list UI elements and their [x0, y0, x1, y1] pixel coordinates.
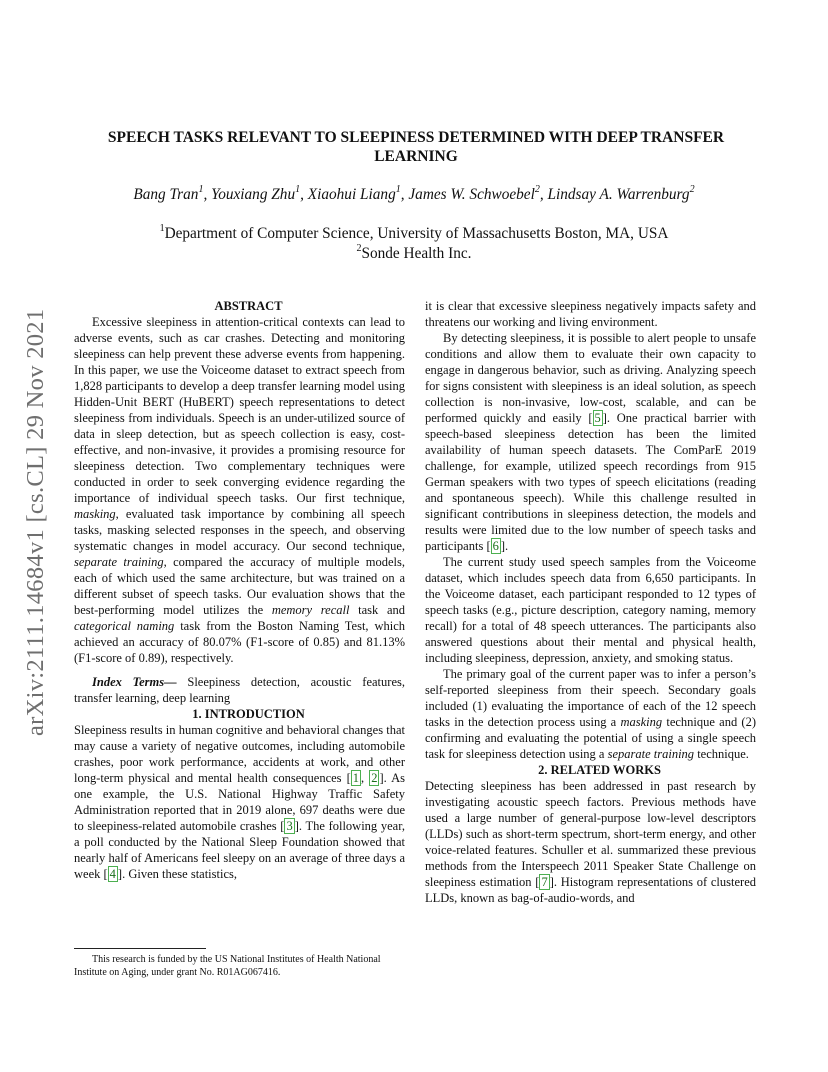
introduction-paragraph: Sleepiness results in human cognitive and behavioral changes that may cause a variety of negative outcomes, including automobile crashes, poor work performance, accidents at work, and other long-term physical and mental health consequences [ 1 , 2 ]. As one example, the U.S. National Highway Traffic Safety Administration reported that in 2019 alone, 697 deaths were due to sleepiness-related automobile crashes [ 3 ]. The following year, a poll conducted by the National Sleep Foundation showed that nearly half of Americans feel sleepy on an average of three days a week [ 4 ]. Given these statistics,: [74, 723, 406, 881]
affiliation-text: Sonde Health Inc.: [361, 245, 472, 262]
right-column: [425, 298, 756, 906]
author-name: Youxiang Zhu: [211, 186, 296, 203]
footnote-divider: [74, 948, 206, 949]
abstract-text: , evaluated task importance by combining all speech tasks, masking selected responses in the speech, and observing systematic changes in model accuracy. Our second technique,: [74, 507, 405, 553]
related-works-heading: 2. RELATED WORKS: [538, 763, 661, 777]
author-name: Lindsay A. Warrenburg: [547, 186, 690, 203]
author-affiliation-mark: 2: [534, 183, 540, 195]
abstract-paragraph: [74, 314, 405, 666]
citation-link[interactable]: 5: [594, 411, 601, 425]
body-text: . The following year, a poll conducted by the National Sleep Foundation showed that nearly half of Americans feel sleepy on an average of three days a week: [74, 819, 405, 881]
author-affiliation-mark: 1: [395, 183, 401, 195]
author-name: James W. Schwoebel: [408, 186, 535, 203]
introduction-paragraph-continued: [425, 298, 756, 330]
abstract-text: , compared the accuracy of multiple models, each of which used the same architecture, but was trained on a different subset of speech tasks. Our evaluation shows that the best-performing model utilizes the: [74, 555, 405, 617]
body-text: technique and (2) confirming and evaluating the potential of using a single speech task for sleepiness detection using a: [425, 715, 756, 761]
body-text: it is clear that excessive sleepiness negatively impacts safety and threatens our working and living environment.: [425, 299, 756, 329]
introduction-heading: 1. INTRODUCTION: [192, 707, 305, 721]
body-text: . As one example, the U.S. National Highway Traffic Safety Administration reported that in 2019 alone, 697 deaths were due to sleepiness-related automobile crashes: [74, 771, 406, 833]
body-text: ,: [361, 771, 370, 785]
citation-link[interactable]: 2: [371, 771, 378, 785]
affiliation-number: 1: [159, 222, 165, 234]
affiliation-line: [74, 244, 754, 264]
introduction-paragraph: By detecting sleepiness, it is possible to alert people to unsafe conditions and allow them to evaluate their own capacity to engage in dangerous behavior, such as driving. Analyzing speech for signs consistent with sleepiness is an ideal solution, as speech collection is non-invasive, low-cost, scalable, and can be performed quickly and easily [ 5 ]. One practical barrier with speech-based sleepiness detection has been the limited availability of human speech datasets. The ComParE 2019 challenge, for example, utilized speech recordings from 915 German speakers with two types of speech elicitations (reading and spontaneous speech). While this challenge resulted in significant contributions in sleepiness detection, the models and results were limited due to the low number of speech tasks and participants [ 6 ].: [425, 331, 756, 553]
arxiv-identifier: arXiv:2111.14684v1 [cs.CL] 29 Nov 2021: [22, 308, 49, 736]
abstract-emphasis: separate training: [74, 555, 164, 569]
citation-link[interactable]: 4: [109, 867, 116, 881]
body-text: The primary goal of the current paper was to infer a person’s self-reported sleepiness from their speech. Secondary goals included (1) evaluating the importance of each of the 12 speech tasks in the detection process using a: [425, 667, 756, 729]
citation-link[interactable]: 1: [352, 771, 360, 785]
author-affiliation-mark: 1: [295, 183, 301, 195]
author-list: Bang Tran$^1$, Youxiang Zhu$^1$, Xiaohui Liang$^1$, James W. Schwoebel$^2$, Lindsay A. Warrenburg$^2$: [133, 183, 695, 203]
body-text: technique.: [694, 747, 749, 761]
abstract-heading: ABSTRACT: [214, 299, 283, 313]
affiliation-block: [74, 224, 754, 264]
affiliation-number: 2: [356, 242, 362, 254]
author-name: Xiaohui Liang: [307, 186, 396, 203]
index-terms: [74, 674, 405, 706]
body-emphasis: separate training: [607, 747, 695, 761]
abstract-text: task and: [349, 603, 405, 617]
paper-title: SPEECH TASKS RELEVANT TO SLEEPINESS DETERMINED WITH DEEP TRANSFER LEARNING: [107, 129, 725, 165]
abstract-text: task from the Boston Naming Test, which achieved an accuracy of 80.07% (F1-score of 0.85) and 81.13% (F1-score of 0.89), respectively.: [74, 619, 405, 665]
body-text: Sleepiness results in human cognitive and behavioral changes that may cause a variety of negative outcomes, including automobile crashes, poor work performance, accidents at work, and other long-term physical and mental health consequences: [74, 723, 405, 785]
affiliation-text: Department of Computer Science, University of Massachusetts Boston, MA, USA: [164, 225, 669, 242]
author-affiliation-mark: 2: [689, 183, 695, 195]
introduction-paragraph: The current study used speech samples from the Voiceome dataset, which includes speech data from 6,650 participants. In the Voiceome dataset, each participant responded to 12 types of speech tasks (e.g., picture description, category naming, memory recall) for a total of 48 speech utterances. The participants also answered questions about their mental and physical health, including sleepiness, depression, anxiety, and smoking status.: [425, 555, 756, 665]
body-text: Detecting sleepiness has been addressed in past research by investigating acoustic speech factors. Previous methods have used a large number of general-purpose low-level descriptors (LLDs) such as short-term spectrum, short-term energy, and other voice-related features. Schuller et al. summarized these previous methods from the Interspeech 2011 Speaker State Challenge on sleepiness estimation: [425, 779, 756, 889]
author-name: Bang Tran: [133, 186, 199, 203]
body-text: .: [505, 539, 509, 553]
author-affiliation-mark: 1: [198, 183, 204, 195]
related-works-paragraph: Detecting sleepiness has been addressed in past research by investigating acoustic speech factors. Previous methods have used a large number of general-purpose low-level descriptors (LLDs) such as short-term spectrum, short-term energy, and other voice-related features. Schuller et al. summarized these previous methods from the Interspeech 2011 Speaker State Challenge on sleepiness estimation [ 7 ]. Histogram representations of clustered LLDs, known as bag-of-audio-words, and: [425, 779, 756, 905]
index-terms-label: Index Terms—: [92, 675, 177, 689]
citation-link[interactable]: 6: [492, 539, 499, 553]
abstract-emphasis: memory recall: [271, 603, 350, 617]
body-emphasis: masking: [620, 715, 663, 729]
body-text: . One practical barrier with speech-based sleepiness detection has been the limited availability of human speech datasets. The ComParE 2019 challenge, for example, utilized speech recordings from 915 German speakers with two types of speech elicitations (reading and spontaneous speech). While this challenge resulted in significant contributions in sleepiness detection, the models and results were limited due to the low number of speech tasks and participants: [425, 411, 756, 553]
affiliation-line: [74, 224, 754, 244]
citation-link[interactable]: 7: [541, 875, 548, 889]
index-terms-text: Sleepiness detection, acoustic features, transfer learning, deep learning: [74, 675, 405, 705]
body-text: . Histogram representations of clustered LLDs, known as bag-of-audio-words, and: [425, 875, 756, 905]
body-text: By detecting sleepiness, it is possible to alert people to unsafe conditions and allow them to evaluate their own capacity to engage in dangerous behavior, such as driving. Analyzing speech for signs consistent with sleepiness is an ideal solution, as speech collection is non-invasive, low-cost, scalable, and can be performed quickly and easily: [425, 331, 756, 425]
citation-link[interactable]: 3: [286, 819, 293, 833]
abstract-text: Excessive sleepiness in attention-critical contexts can lead to adverse events, such as car crashes. Detecting and monitoring sleepiness can help prevent these adverse events from happening. In this paper, we use the Voiceome dataset to extract speech from 1,828 participants to develop a deep transfer learning model using Hidden-Unit BERT (HuBERT) speech representations to detect sleepiness from individuals. Speech is an under-utilized source of data in sleep detection, but as speech collection is easy, cost-effective, and non-invasive, it provides a promising resource for sleepiness detection. Two complementary techniques were conducted in order to seek converging evidence regarding the importance of individual speech tasks. Our first technique,: [74, 315, 405, 505]
abstract-emphasis: categorical naming: [74, 619, 175, 633]
abstract-emphasis: masking: [74, 507, 116, 521]
footnote: This research is funded by the US National Institutes of Health National Institute on Aging, under grant No. R01AG067416.: [74, 954, 381, 978]
introduction-paragraph: [425, 666, 756, 762]
body-text-continued: . Given these statistics,: [122, 867, 238, 881]
left-column: [74, 298, 405, 882]
